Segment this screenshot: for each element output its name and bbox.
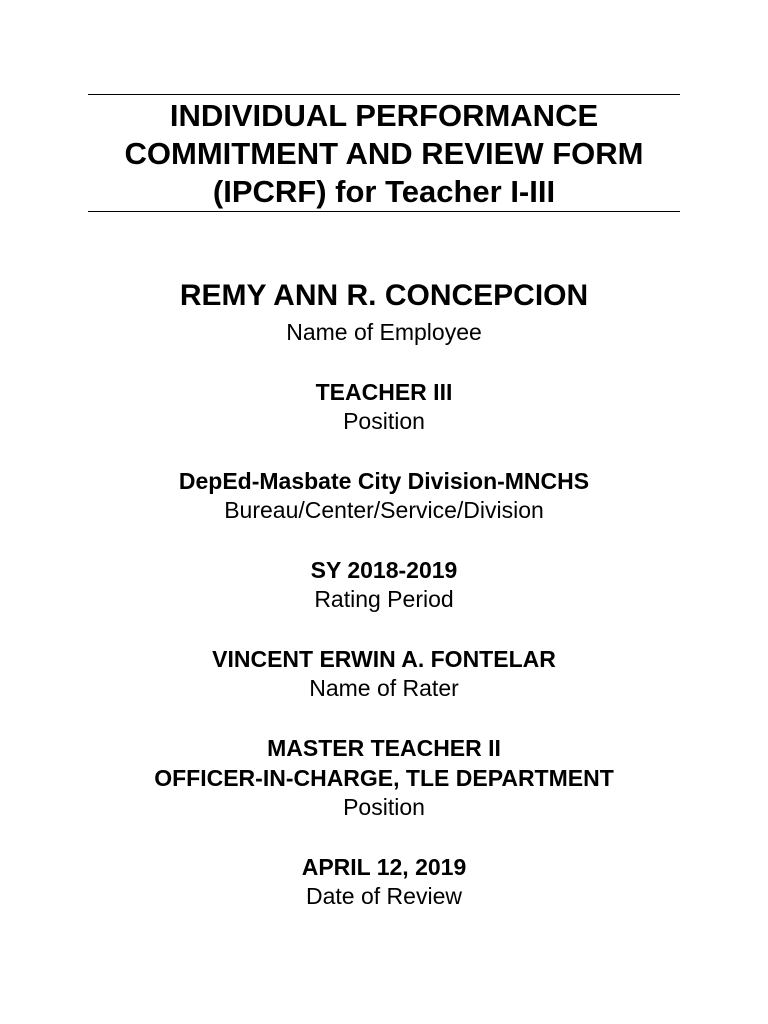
office-name-label: Bureau/Center/Service/Division xyxy=(224,497,544,523)
form-title-line-2: COMMITMENT AND REVIEW FORM xyxy=(124,136,644,171)
employee-position: TEACHER III xyxy=(315,379,453,405)
rater-position-line-1: MASTER TEACHER II xyxy=(267,735,501,761)
review-date: APRIL 12, 2019 xyxy=(301,854,467,880)
rater-name-label: Name of Rater xyxy=(309,675,459,701)
rater-name: VINCENT ERWIN A. FONTELAR xyxy=(212,646,556,672)
review-date-label: Date of Review xyxy=(306,883,462,909)
form-title xyxy=(88,94,680,212)
form-title-line-3: (IPCRF) for Teacher I-III xyxy=(212,174,556,209)
rating-period-label: Rating Period xyxy=(314,586,454,612)
office-name: DepEd-Masbate City Division-MNCHS xyxy=(178,468,590,494)
employee-position-label: Position xyxy=(343,408,425,434)
form-title-line-1: INDIVIDUAL PERFORMANCE xyxy=(169,98,599,133)
employee-name: REMY ANN R. CONCEPCION xyxy=(179,279,589,312)
rater-position-label: Position xyxy=(343,794,425,820)
rating-period: SY 2018-2019 xyxy=(310,557,458,583)
rater-position-line-2: OFFICER-IN-CHARGE, TLE DEPARTMENT xyxy=(154,765,614,791)
employee-name-label: Name of Employee xyxy=(286,319,482,345)
